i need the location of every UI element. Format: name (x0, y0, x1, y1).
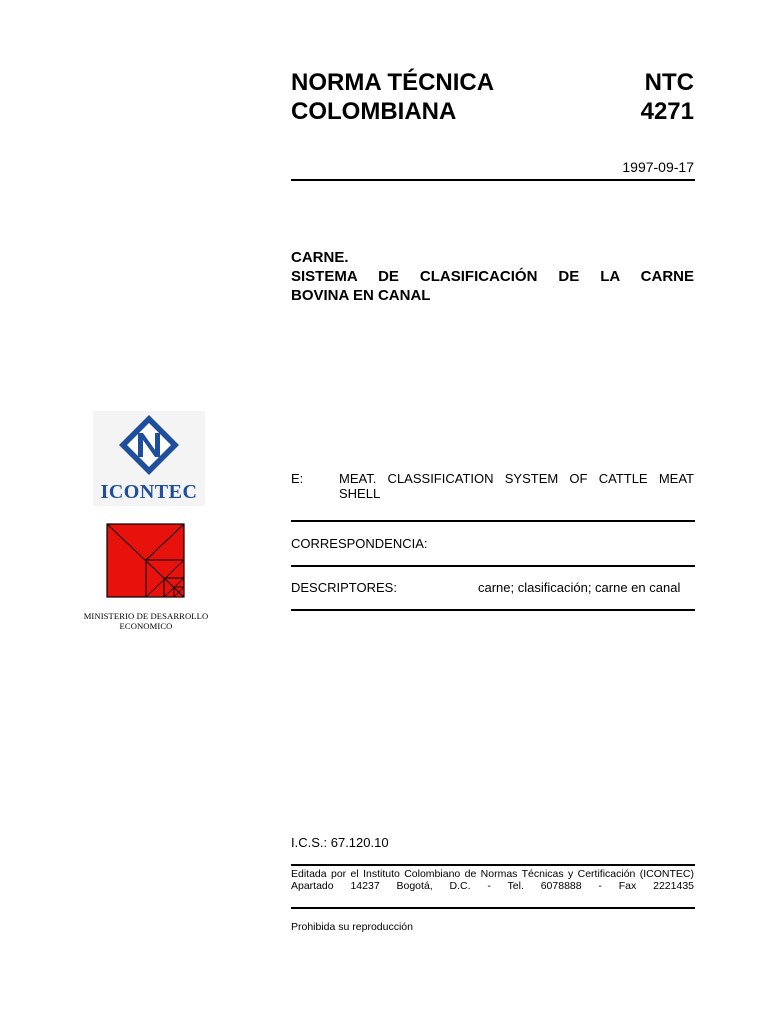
title-line-1: NORMA TÉCNICA (291, 69, 495, 96)
divider-publisher (291, 907, 695, 909)
subject-block (291, 248, 694, 305)
code-line-2: 4271 (640, 98, 694, 125)
divider-correspondence (291, 565, 695, 567)
divider-ics (291, 864, 695, 866)
subject-line-3: BOVINA EN CANAL (291, 287, 431, 304)
english-title-line-1: MEAT. CLASSIFICATION SYSTEM OF CATTLE MEAT (339, 471, 694, 486)
descriptors-label: DESCRIPTORES: (291, 580, 397, 595)
divider-descriptors (291, 609, 695, 611)
ministry-logo (106, 523, 186, 599)
icontec-logo (93, 411, 205, 506)
icontec-logo-text: ICONTEC (100, 481, 198, 503)
english-title-line-2: SHELL (339, 486, 381, 501)
title-line-2: COLOMBIANA (291, 98, 457, 125)
divider-top (291, 179, 695, 181)
english-label: E: (291, 471, 304, 486)
publisher-line-2: Apartado 14237 Bogotá, D.C. - Tel. 6078888 - Fax 2221435 (291, 880, 694, 892)
publisher-info (291, 868, 694, 892)
reproduction-notice: Prohibida su reproducción (291, 921, 413, 933)
publisher-line-1: Editada por el Instituto Colombiano de Normas Técnicas y Certificación (ICONTEC) (291, 868, 694, 880)
publication-date: 1997-09-17 (622, 159, 694, 175)
icontec-emblem-icon (93, 411, 205, 477)
subject-line-2: SISTEMA DE CLASIFICACIÓN DE LA CARNE (291, 268, 694, 285)
correspondence-label: CORRESPONDENCIA: (291, 536, 428, 551)
ics-code: I.C.S.: 67.120.10 (291, 835, 389, 850)
ntc-code (641, 68, 694, 126)
subject-line-1: CARNE. (291, 249, 349, 266)
ministry-squares-icon (106, 523, 186, 599)
english-title (339, 471, 694, 501)
divider-english (291, 520, 695, 522)
descriptors-value: carne; clasificación; carne en canal (478, 580, 681, 595)
code-line-1: NTC (644, 69, 694, 96)
norma-title (291, 68, 494, 126)
ministry-logo-text: MINISTERIO DE DESARROLLO ECONOMICO (83, 611, 209, 631)
